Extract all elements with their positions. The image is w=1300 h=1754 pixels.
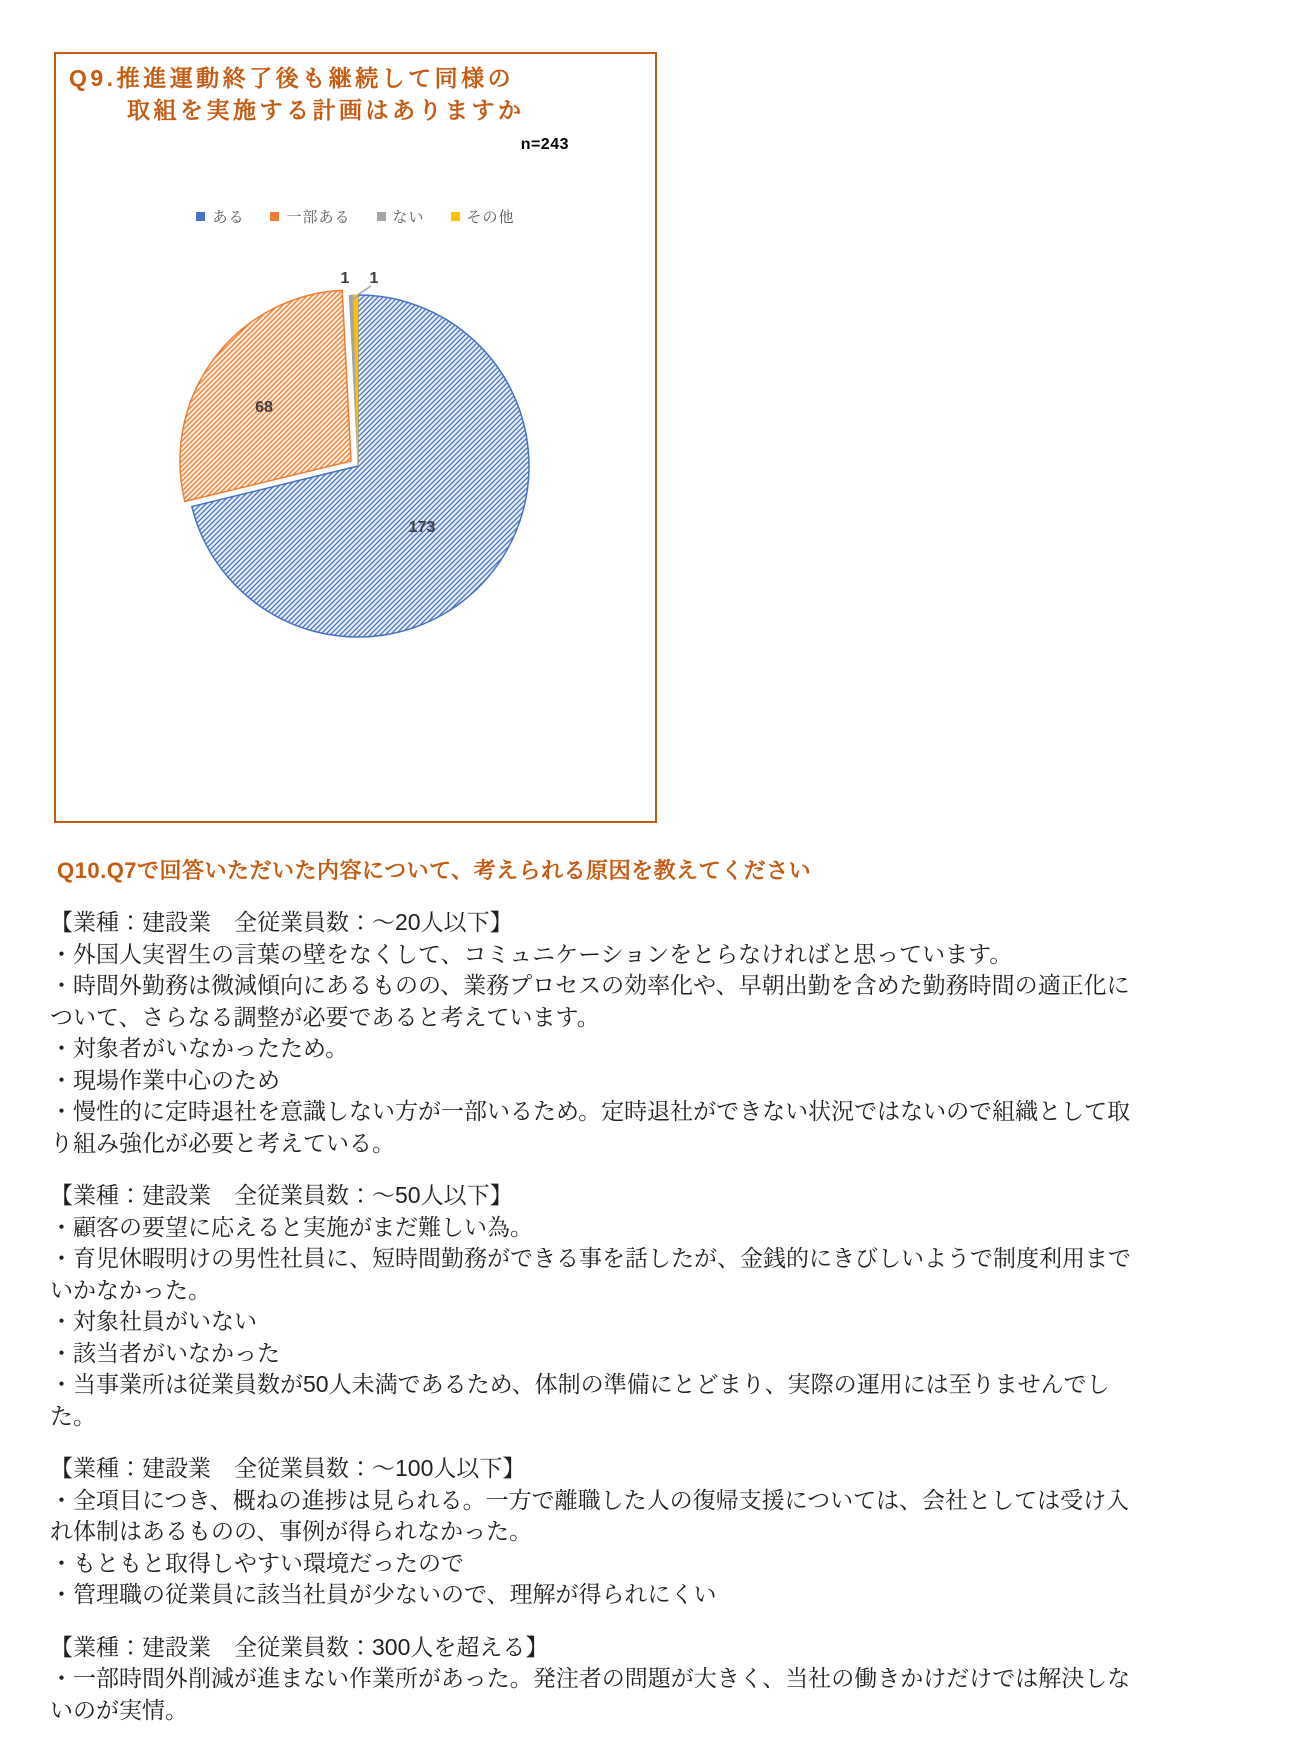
q10-section <box>50 1453 1142 1611</box>
legend-label: その他 <box>466 209 515 226</box>
q9-chart-panel <box>54 52 657 823</box>
legend-label: ある <box>212 209 245 226</box>
q10-section <box>50 907 1142 1159</box>
bullet-item: ・対象者がいなかったため。 <box>50 1035 349 1061</box>
q10-heading: Q10.Q7で回答いただいた内容について、考えられる原因を教えてください <box>57 858 812 883</box>
pie-slice-一部ある <box>180 290 351 501</box>
q10-section <box>50 1632 1142 1727</box>
section-header: 【業種：建設業 全従業員数：～20人以下】 <box>50 909 513 935</box>
bullet-item: ・時間外勤務は微減傾向にあるものの、業務プロセスの効率化や、早朝出勤を含めた勤務時間の適正化について、さらなる調整が必要であると考えています。 <box>50 972 1130 1030</box>
chart-title-line1: Q9.推進運動終了後も継続して同様の <box>69 65 515 91</box>
bullet-item: ・対象社員がいない <box>50 1308 257 1334</box>
q10-sections <box>50 907 1142 1726</box>
chart-title-line2: 取組を実施する計画はありますか <box>127 97 525 123</box>
bullet-item: ・管理職の従業員に該当社員が少ないので、理解が得られにくい <box>50 1581 717 1607</box>
pie-data-label: 1 <box>369 270 379 287</box>
bullet-item: ・当事業所は従業員数が50人未満であるため、体制の準備にとどまり、実際の運用には至りませんでした。 <box>50 1371 1110 1429</box>
pie-data-label: 1 <box>340 270 350 287</box>
bullet-item: ・一部時間外削減が進まない作業所があった。発注者の問題が大きく、当社の働きかけだけでは解決しないのが実情。 <box>50 1665 1131 1723</box>
legend-label: ない <box>392 209 425 226</box>
q10-section <box>50 1180 1142 1432</box>
bullet-item: ・該当者がいなかった <box>50 1339 280 1366</box>
sample-size-label: n=243 <box>520 136 569 153</box>
bullet-item: ・慢性的に定時退社を意識しない方が一部いるため。定時退社ができない状況ではないので組織として取り組み強化が必要と考えている。 <box>50 1098 1131 1156</box>
section-header: 【業種：建設業 全従業員数：～100人以下】 <box>50 1455 526 1481</box>
pie-chart <box>56 54 655 821</box>
legend-label: 一部ある <box>286 209 351 226</box>
bullet-item: ・もともと取得しやすい環境だったので <box>50 1549 464 1576</box>
bullet-item: ・顧客の要望に応えると実施がまだ難しい為。 <box>50 1213 533 1240</box>
bullet-item: ・全項目につき、概ねの進捗は見られる。一方で離職した人の復帰支援については、会社としては受け入れ体制はあるものの、事例が得られなかった。 <box>50 1486 1130 1544</box>
bullet-item: ・外国人実習生の言葉の壁をなくして、コミュニケーションをとらなければと思っています。 <box>50 940 1013 967</box>
pie-data-label: 68 <box>255 399 273 416</box>
q10-block <box>0 823 1300 1726</box>
bullet-item: ・育児休暇明けの男性社員に、短時間勤務ができる事を話したが、金銭的にきびしいようで制度利用までいかなかった。 <box>50 1245 1131 1303</box>
bullet-item: ・現場作業中心のため <box>50 1066 280 1093</box>
section-header: 【業種：建設業 全従業員数：～50人以下】 <box>50 1182 513 1208</box>
pie-data-label: 173 <box>408 519 436 536</box>
section-header: 【業種：建設業 全従業員数：300人を超える】 <box>50 1633 549 1660</box>
